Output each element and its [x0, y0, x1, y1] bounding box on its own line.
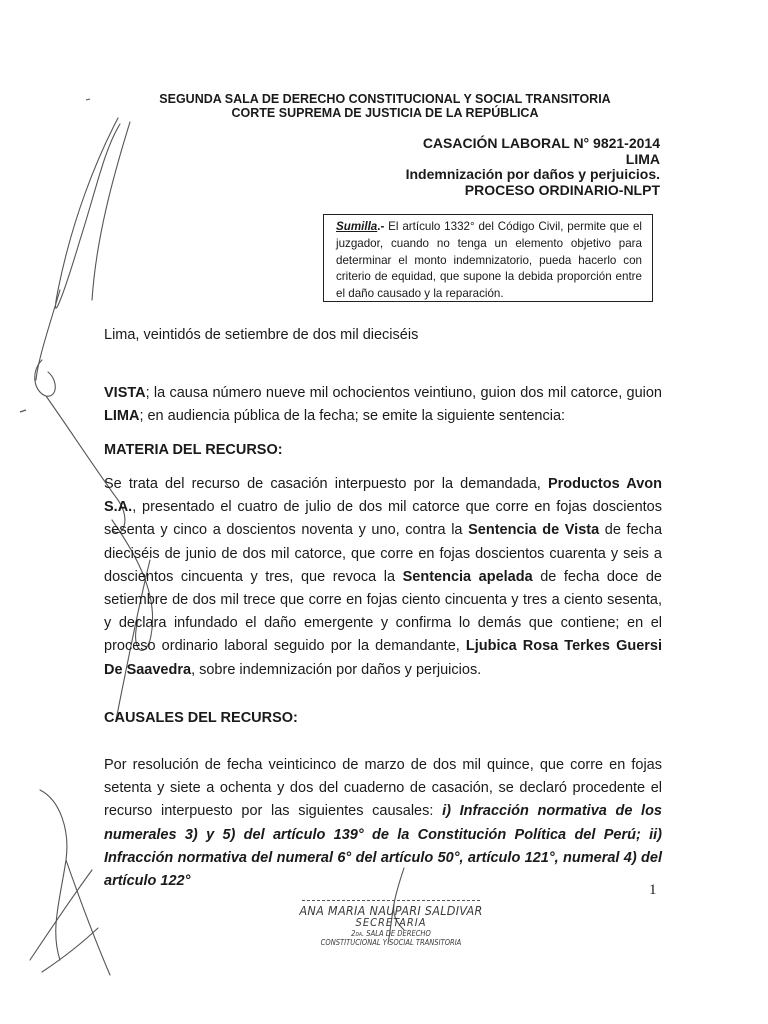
signature-stamp [296, 900, 486, 947]
defendant-name: Productos Avon S.A. [104, 476, 662, 516]
secretary-role: SECRETARIA [355, 916, 427, 929]
sentencia-vista: Sentencia de Vista [468, 522, 600, 539]
plaintiff-name: Ljubica Rosa Terkes Guersi De Saavedra [104, 638, 663, 678]
vista-text-end: ; en audiencia pública de la fecha; se emite la siguiente sentencia: [139, 408, 566, 425]
causales-paragraph [104, 754, 662, 893]
office-line-1: 2da. SALA DE DERECHO [351, 929, 431, 938]
materia-heading: MATERIA DEL RECURSO: [104, 442, 283, 458]
signature-line [302, 900, 480, 901]
vista-label: VISTA [104, 385, 146, 401]
case-city: LIMA [625, 150, 660, 167]
sumilla-box [323, 214, 653, 302]
sumilla-label: Sumilla [336, 220, 378, 233]
vista-text: ; la causa número nueve mil ochocientos veintiuno, guion dos mil catorce, guion [145, 385, 662, 401]
sumilla-separator: .- [377, 220, 389, 233]
court-name: CORTE SUPREMA DE JUSTICIA DE LA REPÚBLICA [231, 106, 539, 120]
case-process: PROCESO ORDINARIO-NLPT [464, 181, 660, 198]
sentencia-apelada: Sentencia apelada [402, 568, 533, 585]
case-number: CASACIÓN LABORAL N° 9821-2014 [422, 135, 660, 151]
date-line: Lima, veintidós de setiembre de dos mil dieciséis [104, 327, 419, 343]
sumilla-text: El artículo 1332° del Código Civil, permite que el juzgador, cuando no tenga un elemento objetivo para determinar el monto indemnizatorio, pueda hacerlo con criterio de equidad, que supone la debida proporción entre el daño causado y la reparación. [336, 220, 642, 301]
case-info [406, 136, 660, 198]
vista-paragraph [104, 382, 662, 428]
court-chamber: SEGUNDA SALA DE DERECHO CONSTITUCIONAL Y SOCIAL TRANSITORIA [159, 92, 611, 106]
materia-text-5: , sobre indemnización por daños y perjuicios. [191, 661, 482, 678]
court-header [100, 92, 670, 120]
case-subject: Indemnización por daños y perjuicios. [405, 166, 660, 182]
office-line-2: CONSTITUCIONAL Y SOCIAL TRANSITORIA [320, 938, 462, 947]
materia-paragraph [104, 473, 662, 682]
page-number: 1 [649, 882, 657, 898]
secretary-name: ANA MARIA NAUPARI SALDIVAR [299, 903, 483, 918]
causales-text: Por resolución de fecha veinticinco de marzo de dos mil quince, que corre en fojas setenta y siete a ochenta y dos del cuaderno de casación, se declaró procedente el recurso interpuesto por las siguientes causales: [104, 757, 662, 820]
materia-text-1: Se trata del recurso de casación interpuesto por la demandada, [104, 476, 548, 492]
vista-city: LIMA [104, 408, 140, 425]
materia-text-4: de fecha doce de setiembre de dos mil trece que corre en fojas ciento cincuenta y tres a ciento sesenta, y declara infundado el daño emergente y confirma lo demás que contiene; en el proceso ordinario laboral seguido por la demandante, [104, 568, 662, 655]
causales-list: i) Infracción normativa de los numerales 3) y 5) del artículo 139° de la Constitución Política del Perú; ii) Infracción normativa del numeral 6° del artículo 50°, artículo 121°, numeral 4) del artículo 122° [104, 803, 662, 890]
causales-heading: CAUSALES DEL RECURSO: [104, 710, 298, 726]
materia-text-2: , presentado el cuatro de julio de dos mil catorce que corre en fojas doscientos sesenta y cinco a doscientos noventa y uno, contra la [104, 499, 662, 539]
materia-text-3: de fecha dieciséis de junio de dos mil catorce, que corre en fojas doscientos cuarenta y seis a doscientos cincuenta y tres, que revoca la [104, 522, 663, 585]
